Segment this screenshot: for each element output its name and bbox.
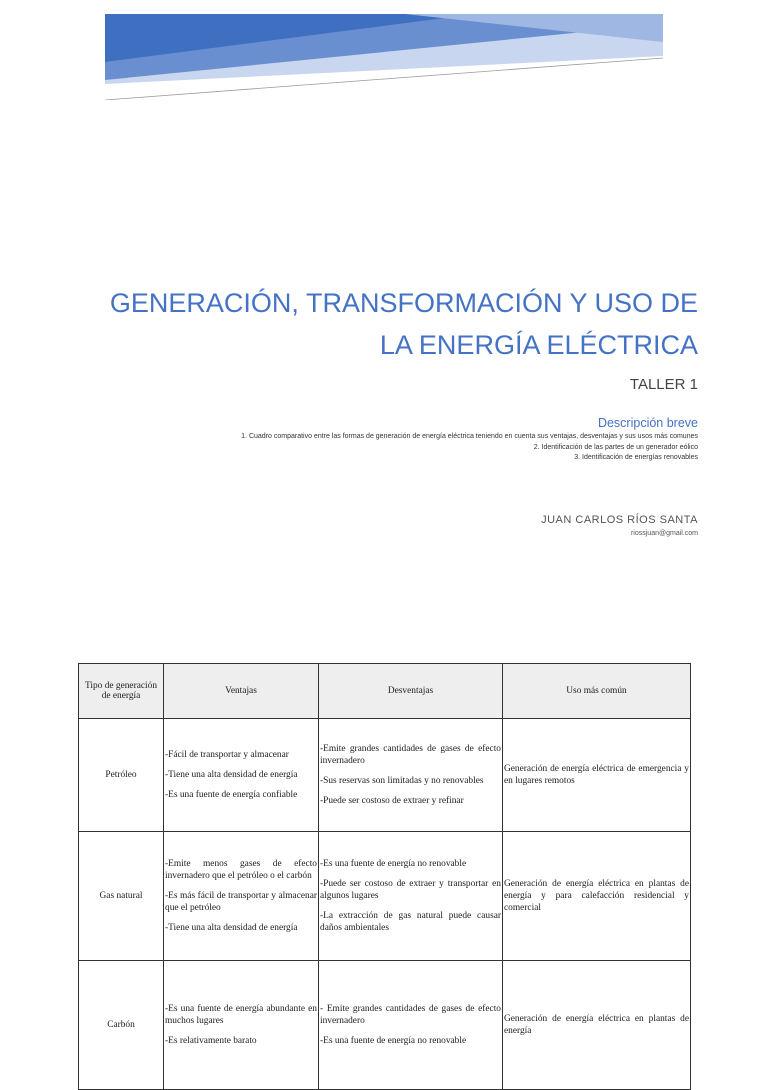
- description-item: 3. Identificación de energías renovables: [574, 454, 698, 461]
- uso-cell: [503, 719, 691, 832]
- description-item: 1. Cuadro comparativo entre las formas de generación de energía eléctrica teniendo en cuenta sus ventajas, desventajas y sus usos más comunes: [241, 433, 698, 440]
- ventajas-cell: [164, 719, 319, 832]
- desventajas-cell: [319, 832, 503, 961]
- desventajas-cell: [319, 719, 503, 832]
- header-banner: [105, 14, 663, 100]
- title-line-2: LA ENERGÍA ELÉCTRICA: [379, 330, 698, 360]
- description-item: 2. Identificación de las partes de un generador eólico: [533, 443, 698, 451]
- cell-text: -Es una fuente de energía confiable: [165, 790, 298, 800]
- table-header-row: [79, 664, 691, 719]
- ventajas-cell: [164, 832, 319, 961]
- cell-text: -Fácil de transportar y almacenar: [165, 750, 289, 760]
- cell-text: Generación de energía eléctrica de emergencia y en lugares remotos: [504, 764, 689, 786]
- cell-text: -Emite grandes cantidades de gases de efecto invernadero: [320, 744, 501, 766]
- cell-text: Generación de energía eléctrica en plantas de energía y para calefacción residencial y comercial: [504, 879, 689, 913]
- column-header: Tipo de generación de energía: [79, 664, 164, 719]
- desventajas-cell: [319, 961, 503, 1090]
- cell-text: -Emite menos gases de efecto invernadero que el petróleo o el carbón: [165, 859, 317, 881]
- uso-cell: [503, 961, 691, 1090]
- type-cell: Carbón: [79, 961, 164, 1090]
- cell-text: -Puede ser costoso de extraer y refinar: [320, 796, 464, 806]
- cell-text: -Es una fuente de energía abundante en muchos lugares: [165, 1004, 317, 1026]
- cell-text: -Puede ser costoso de extraer y transportar en algunos lugares: [320, 879, 501, 901]
- cell-text: -Sus reservas son limitadas y no renovables: [320, 776, 484, 786]
- cell-text: Generación de energía eléctrica en plantas de energía: [504, 1014, 689, 1036]
- column-header: Desventajas: [319, 664, 503, 719]
- column-header: Uso más común: [503, 664, 691, 719]
- type-cell: Gas natural: [79, 832, 164, 961]
- cell-text: -Es más fácil de transportar y almacenar que el petróleo: [165, 891, 317, 913]
- column-header: Ventajas: [164, 664, 319, 719]
- document-subtitle: TALLER 1: [629, 376, 698, 393]
- ventajas-cell: [164, 961, 319, 1090]
- cell-text: -La extracción de gas natural puede causar daños ambientales: [320, 911, 501, 933]
- cell-text: -Tiene una alta densidad de energía: [165, 770, 298, 780]
- cell-text: -Tiene una alta densidad de energía: [165, 923, 298, 933]
- table-row: [79, 719, 691, 832]
- description-heading: Descripción breve: [597, 416, 698, 430]
- author-name: JUAN CARLOS RÍOS SANTA: [541, 514, 698, 526]
- type-cell: Petróleo: [79, 719, 164, 832]
- uso-cell: [503, 832, 691, 961]
- author-email: riossjuan@gmail.com: [630, 530, 698, 537]
- cell-text: -Es una fuente de energía no renovable: [320, 859, 467, 869]
- cell-text: -Es una fuente de energía no renovable: [320, 1036, 467, 1046]
- cell-text: - Emite grandes cantidades de gases de efecto invernadero: [320, 1004, 501, 1026]
- table-row: [79, 961, 691, 1090]
- description-list: [138, 432, 698, 464]
- document-title: [98, 282, 698, 366]
- comparison-table: [78, 663, 691, 1090]
- title-line-1: GENERACIÓN, TRANSFORMACIÓN Y USO DE: [109, 288, 698, 318]
- table-row: [79, 832, 691, 961]
- cell-text: -Es relativamente barato: [165, 1036, 257, 1046]
